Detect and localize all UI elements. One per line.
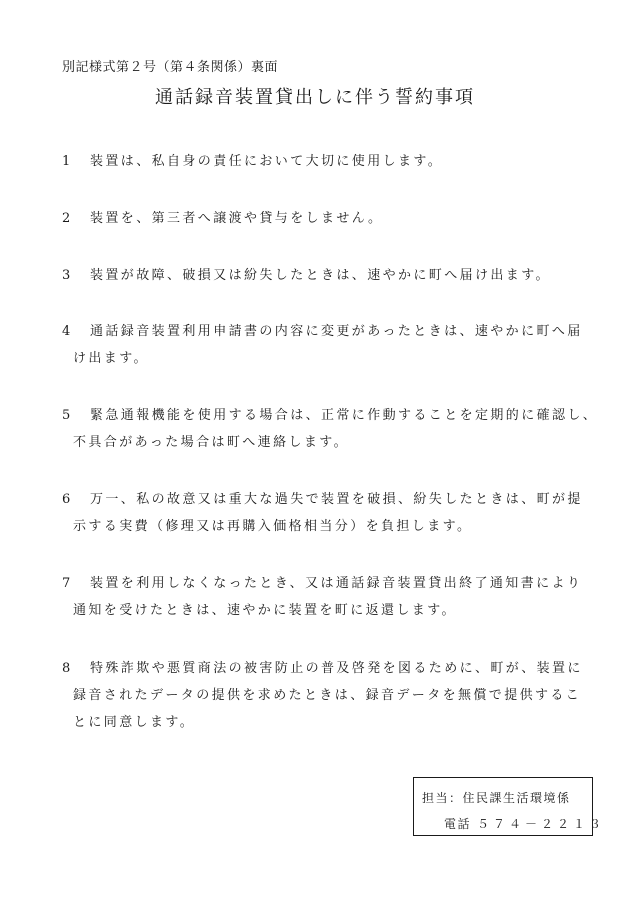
pledge-item-1 (62, 148, 602, 175)
pledge-item-5 (62, 402, 602, 456)
item-text-line: 特殊詐欺や悪質商法の被害防止の普及啓発を図るために、町が、装置に (90, 661, 583, 676)
phone-number: ５７４－２２１３ (477, 817, 606, 831)
item-text-line: 録音されたデータの提供を求めたときは、録音データを無償で提供するこ (73, 688, 582, 703)
item-text-line: 装置は、私自身の責任において大切に使用します。 (90, 154, 444, 169)
item-text-line: 装置を利用しなくなったとき、又は通話録音装置貸出終了通知書により (90, 576, 583, 591)
item-text-line: とに同意します。 (73, 715, 196, 730)
item-text-line: 万一、私の故意又は重大な過失で装置を破損、紛失したときは、町が提 (90, 492, 583, 507)
pledge-item-8 (62, 655, 602, 736)
contact-phone (444, 815, 605, 832)
item-text-line: 示する実費（修理又は再購入価格相当分）を負担します。 (73, 519, 473, 534)
item-number: 2 (62, 211, 71, 226)
form-label: 別記様式第２号（第４条関係）裏面 (62, 60, 279, 75)
pledge-item-4 (62, 318, 602, 372)
item-text-line: 装置を、第三者へ譲渡や貸与をしません。 (90, 211, 384, 226)
contact-person: 担当：住民課生活環境係 (422, 791, 571, 805)
phone-label: 電話 (444, 817, 472, 831)
item-number: 5 (62, 408, 71, 423)
contact-box (413, 777, 606, 836)
pledge-item-2 (62, 205, 602, 232)
item-number: 6 (62, 492, 71, 507)
item-number: 8 (62, 661, 71, 676)
item-text-line: け出ます。 (73, 351, 149, 366)
item-text-line: 通知を受けたときは、速やかに装置を町に返還します。 (73, 603, 457, 618)
page-title: 通話録音装置貸出しに伴う誓約事項 (155, 87, 475, 108)
item-number: 7 (62, 576, 71, 591)
item-number: 3 (62, 268, 71, 283)
pledge-item-3 (62, 262, 602, 289)
item-text-line: 通話録音装置利用申請書の内容に変更があったときは、速やかに町へ届 (90, 324, 583, 339)
item-number: 4 (62, 324, 71, 339)
item-text-line: 緊急通報機能を使用する場合は、正常に作動することを定期的に確認し、 (90, 408, 599, 423)
pledge-item-7 (62, 570, 602, 624)
item-text-line: 装置が故障、破損又は紛失したときは、速やかに町へ届け出ます。 (90, 268, 551, 283)
pledge-item-6 (62, 486, 602, 540)
item-text-line: 不具合があった場合は町へ連絡します。 (73, 435, 350, 450)
item-number: 1 (62, 154, 71, 169)
